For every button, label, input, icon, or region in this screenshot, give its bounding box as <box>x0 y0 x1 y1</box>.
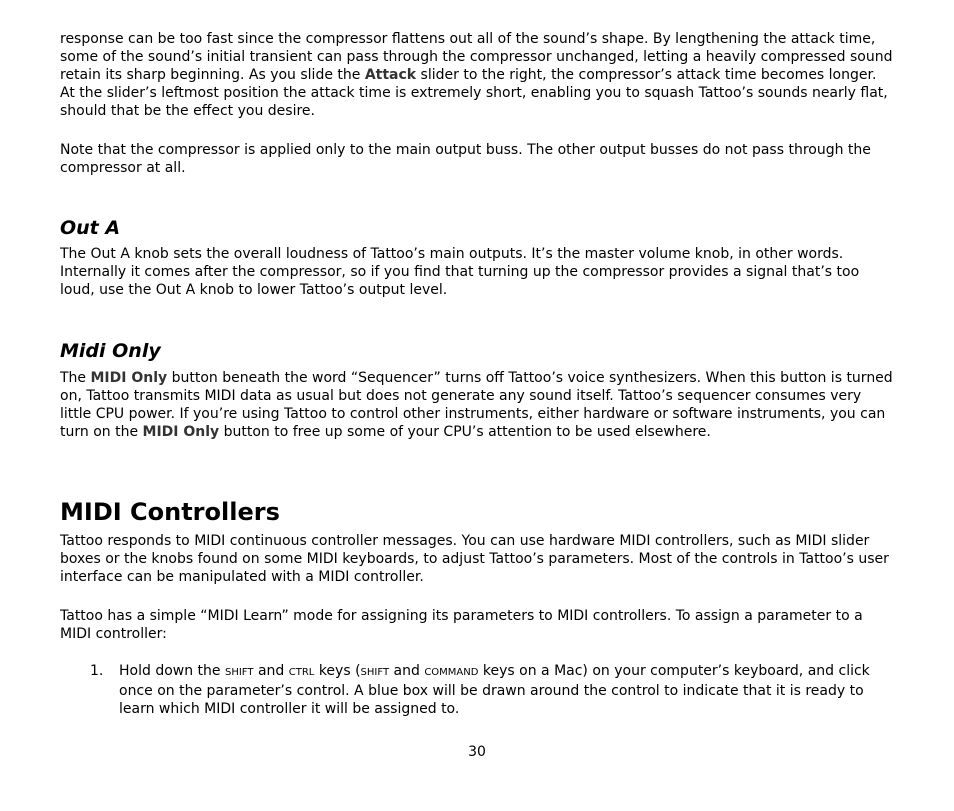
text: button beneath the word “Sequencer” turns off Tattoo’s voice synthesizers. When this button is turned on, Tattoo transmits MIDI data as usual but does not generate any sound itself. Tattoo’s sequencer consumes very little CPU power. If you’re using Tattoo to control other instruments, either hardware or software instruments, you can turn on the <box>60 370 893 440</box>
paragraph-compressor-note: Note that the compressor is applied only to the main output buss. The other output busses do not pass through the compressor at all. <box>60 142 871 176</box>
text: button to free up some of your CPU’s attention to be used elsewhere. <box>219 424 711 440</box>
bold-term: Attack <box>364 67 417 83</box>
text: The <box>60 370 91 386</box>
paragraph-midi-learn: Tattoo has a simple “MIDI Learn” mode for assigning its parameters to MIDI controllers. To assign a parameter to a MIDI controller: <box>60 608 863 642</box>
heading-midi-only: Midi Only <box>60 340 161 362</box>
bold-term: MIDI Only <box>90 370 168 386</box>
text: and <box>253 663 289 679</box>
list-text <box>119 662 895 718</box>
key-name: SHIFT <box>224 667 254 678</box>
text: keys on a Mac) on your computer’s keyboard, and click once on the parameter’s control. A blue box will be drawn around the control to indicate that it is ready to learn which MIDI controller it will be assigned to. <box>119 663 870 717</box>
paragraph-midi-controllers: Tattoo responds to MIDI continuous controller messages. You can use hardware MIDI controllers, such as MIDI slider boxes or the knobs found on some MIDI keyboards, to adjust Tattoo’s parameters. Most of the controls in Tattoo’s user interface can be manipulated with a MIDI controller. <box>60 533 889 585</box>
heading-out-a: Out A <box>60 217 121 239</box>
heading-midi-controllers: MIDI Controllers <box>60 498 280 526</box>
text: Hold down the <box>119 663 225 679</box>
key-name: CTRL <box>288 667 315 678</box>
text: slider to the right, the compressor’s attack time becomes longer. At the slider’s leftmost position the attack time is extremely short, enabling you to squash Tattoo’s sounds nearly flat, should that be the effect you desire. <box>60 67 888 119</box>
page-number: 30 <box>468 744 486 760</box>
paragraph-out-a: The Out A knob sets the overall loudness of Tattoo’s main outputs. It’s the master volume knob, in other words. Internally it comes after the compressor, so if you find that turning up the compressor provides a signal that’s too loud, use the Out A knob to lower Tattoo’s output level. <box>60 246 860 298</box>
text: keys ( <box>314 663 361 679</box>
text: response can be too fast since the compressor flattens out all of the sound’s shape. By lengthening the attack time, some of the sound’s initial transient can pass through the compressor unchanged, letting a heavily compressed sound retain its sharp beginning. As you slide the <box>60 31 893 83</box>
paragraph-attack <box>60 30 895 120</box>
paragraph-midi-only <box>60 369 895 441</box>
text: and <box>389 663 425 679</box>
list-item <box>90 662 895 718</box>
key-name: COMMAND <box>424 667 479 678</box>
list-number: 1. <box>90 663 104 679</box>
bold-term: MIDI Only <box>142 424 220 440</box>
key-name: SHIFT <box>360 667 390 678</box>
